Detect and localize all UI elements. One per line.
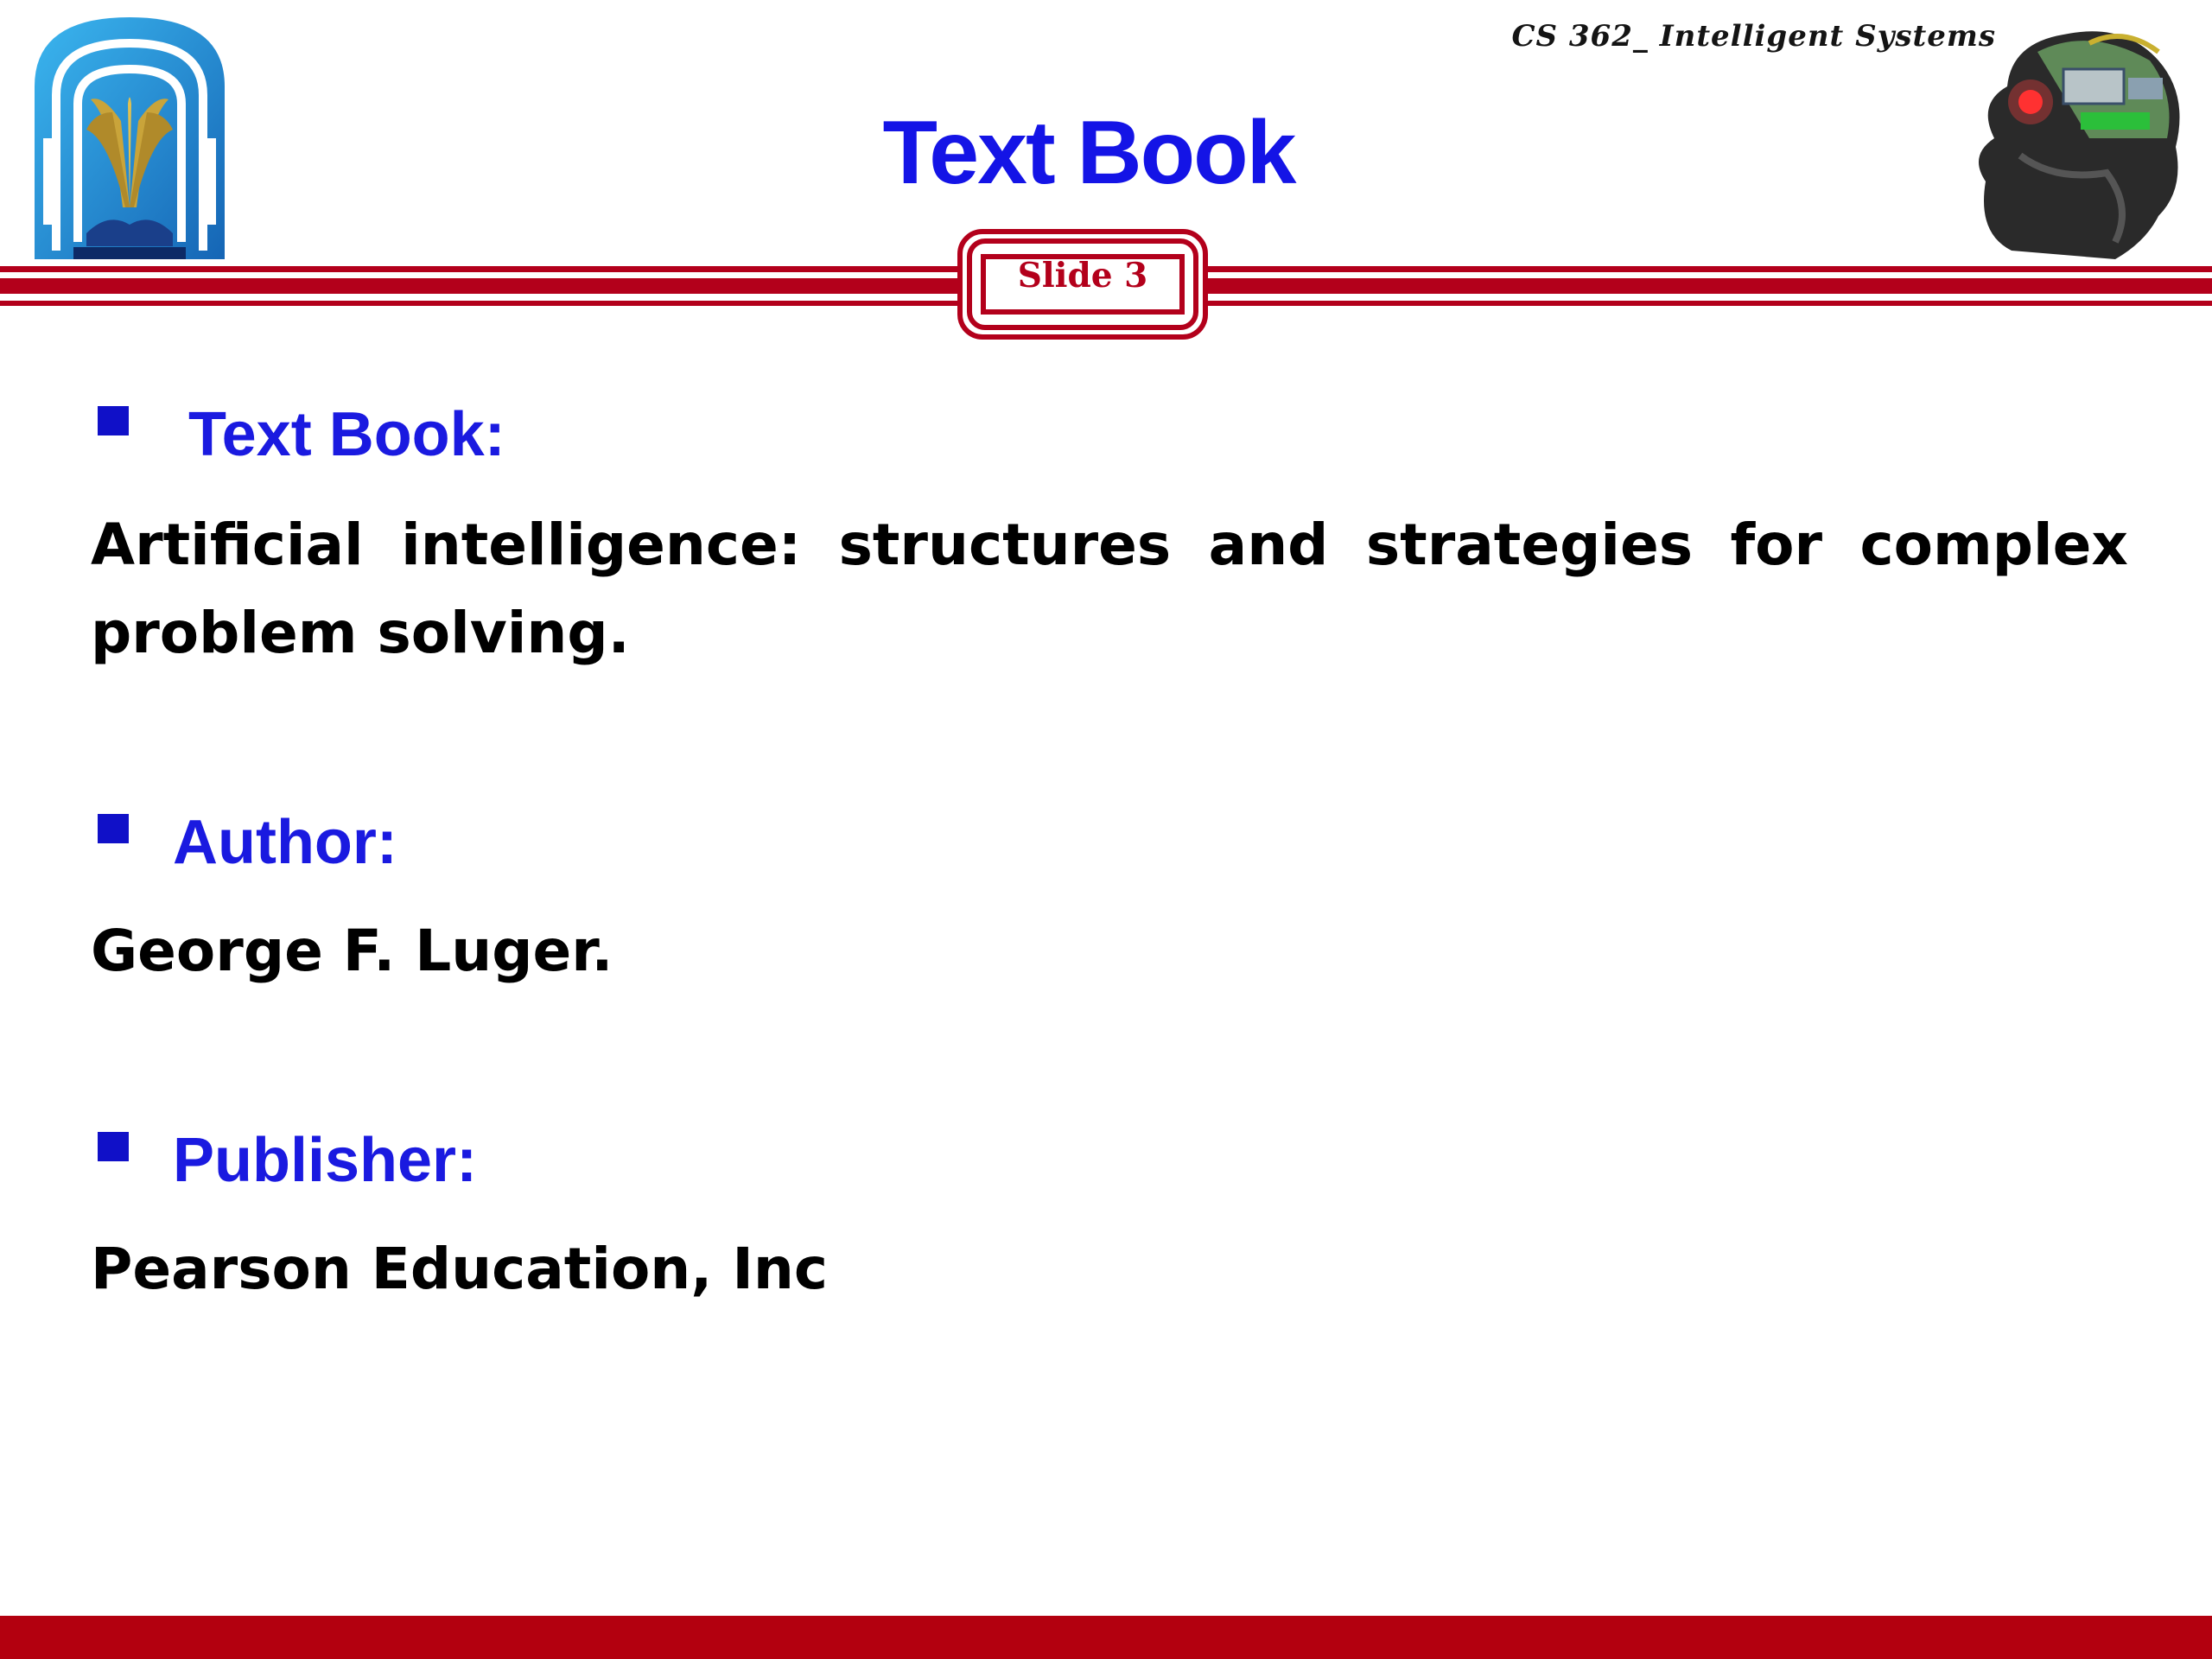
word: structures [838,512,1172,578]
word: intelligence: [401,512,802,578]
textbook-title-line-2: problem solving. [91,600,630,666]
section-body-publisher: Pearson Education, Inc [91,1236,829,1302]
section-heading-textbook: Text Book: [188,400,505,469]
word: for [1730,512,1823,578]
section-body-author: George F. Luger. [91,918,613,984]
slide-title: Text Book [882,103,1295,203]
slide-number-label: Slide 3 [1017,256,1148,296]
footer-bar [0,1616,2212,1659]
course-name: CS 362_ Intelligent Systems [1511,19,1996,54]
word: strategies [1365,512,1694,578]
bullet-square-icon [98,814,129,843]
word: Artificial [91,512,364,578]
section-heading-author: Author: [173,808,397,877]
word: and [1208,512,1329,578]
word: complex [1859,512,2128,578]
bullet-square-icon [98,1132,129,1161]
bullet-square-icon [98,406,129,435]
section-heading-publisher: Publisher: [173,1126,478,1195]
textbook-title-line-1 [91,501,2128,589]
section-body-textbook [91,501,2128,677]
